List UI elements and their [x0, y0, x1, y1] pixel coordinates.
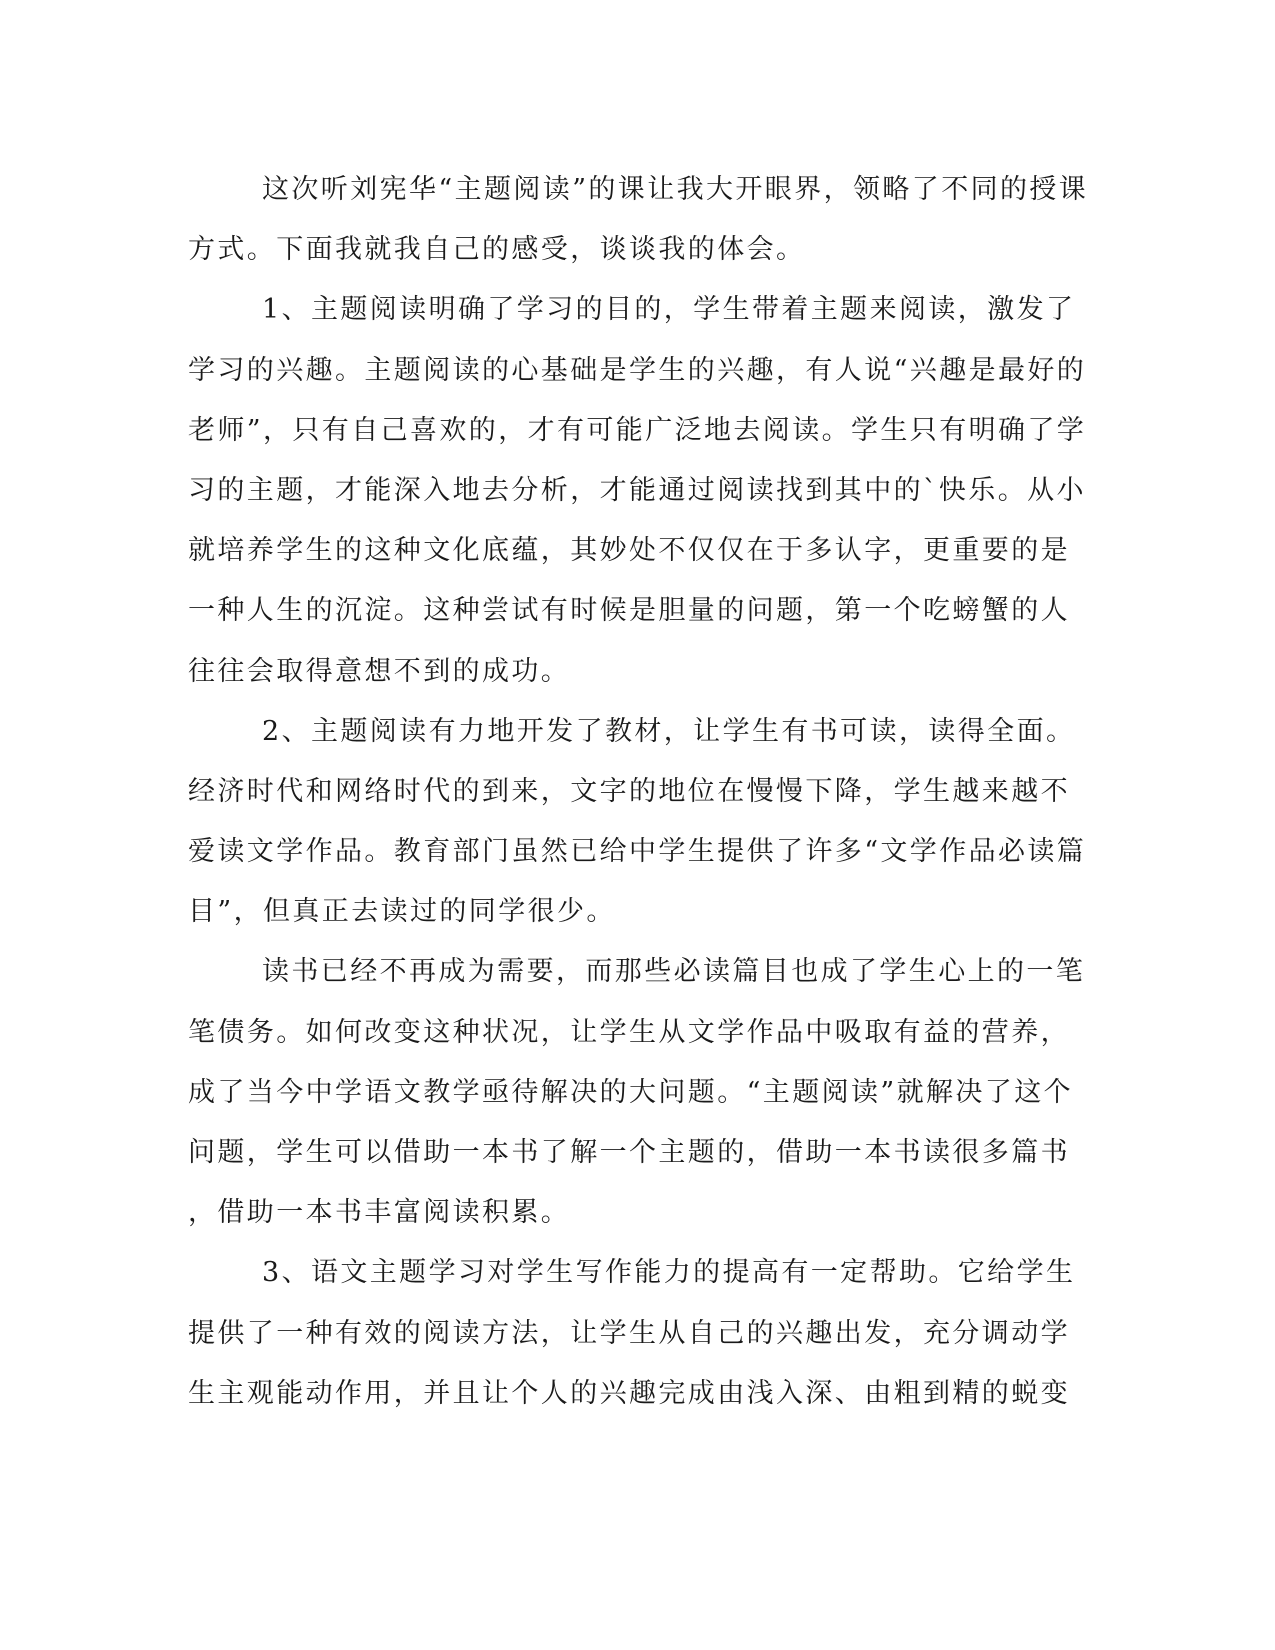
text-line: ，借助一本书丰富阅读积累。 [188, 1197, 571, 1229]
text-line: 1、主题阅读明确了学习的目的，学生带着主题来阅读，激发了 [262, 294, 1076, 326]
text-line: 就培养学生的这种文化底蕴，其妙处不仅仅在于多认字，更重要的是 [188, 535, 1070, 567]
text-line: 习的主题，才能深入地去分析，才能通过阅读找到其中的`快乐。从小 [188, 474, 1086, 506]
text-line: 提供了一种有效的阅读方法，让学生从自己的兴趣出发，充分调动学 [188, 1317, 1070, 1349]
text-line: 一种人生的沉淀。这种尝试有时候是胆量的问题，第一个吃螃蟹的人 [188, 595, 1070, 627]
text-line: 学习的兴趣。主题阅读的心基础是学生的兴趣，有人说“兴趣是最好的 [188, 354, 1087, 386]
text-line: 方式。下面我就我自己的感受，谈谈我的体会。 [188, 234, 806, 266]
text-line: 问题，学生可以借助一本书了解一个主题的，借助一本书读很多篇书 [188, 1137, 1070, 1168]
text-line: 成了当今中学语文教学亟待解决的大问题。“主题阅读”就解决了这个 [188, 1076, 1074, 1108]
text-line: 3、语文主题学习对学生写作能力的提高有一定帮助。它给学生 [262, 1257, 1076, 1289]
text-line: 爱读文学作品。教育部门虽然已给中学生提供了许多“文学作品必读篇 [188, 836, 1087, 868]
text-line: 笔债务。如何改变这种状况，让学生从文学作品中吸取有益的营养， [188, 1016, 1070, 1048]
text-line: 这次听刘宪华“主题阅读”的课让我大开眼界，领略了不同的授课 [262, 174, 1089, 205]
text-line: 往往会取得意想不到的成功。 [188, 655, 571, 687]
text-line: 读书已经不再成为需要，而那些必读篇目也成了学生心上的一笔 [262, 956, 1086, 988]
text-line: 经济时代和网络时代的到来，文字的地位在慢慢下降，学生越来越不 [188, 775, 1070, 807]
text-line: 生主观能动作用，并且让个人的兴趣完成由浅入深、由粗到精的蜕变 [188, 1377, 1070, 1409]
text-line: 目”，但真正去读过的同学很少。 [188, 896, 616, 928]
text-line: 老师”，只有自己喜欢的，才有可能广泛地去阅读。学生只有明确了学 [188, 414, 1087, 446]
text-line: 2、主题阅读有力地开发了教材，让学生有书可读，读得全面。 [262, 715, 1076, 747]
document-body [188, 160, 1089, 1424]
